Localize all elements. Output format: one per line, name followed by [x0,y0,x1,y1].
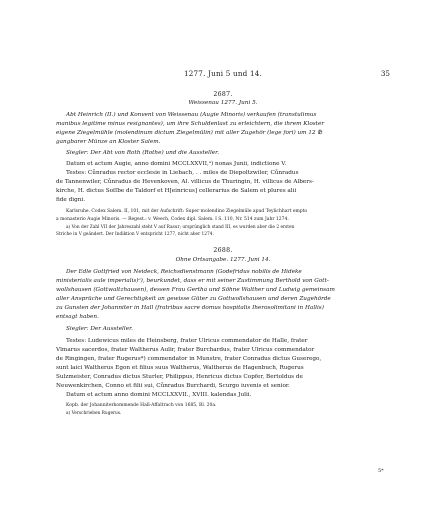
doc-body-line: Datum et actum anno domini MCCLXXVII., XVIII. kalendas Julii. [66,392,252,398]
doc-body-line: Sulzmeister, Conradus dictus Sturler, Philippus, Henricus dictus Copfer, Bertoldus de [56,374,303,380]
doc-sealer: Siegler: Der Aussteller. [66,326,133,332]
doc-number-2687: 2687. [213,91,233,98]
doc-body-line: de Ringingen, frater Rugerus*) commendator in Munstre, frater Conradus dictus Guserego, [56,356,322,362]
doc-source-line: Kopb. der Johanniterkommende Hall-Affaltrach von 1685, Bl. 20a. [66,403,217,408]
doc-source-line: Karlsruhe. Codex Salem. II, 101, mit der Aufschrift: Super molendino Ziegelmüle apud Teylichhart empto [66,209,308,214]
doc-body-line: Vlmarus sacerdos, frater Waltherus Aulir, frater Burchardus, frater Ulricus commendator [56,347,315,353]
doc-body-line: Testes: Cůnradus rector ecclesie in Liebach, . . miles de Diepoltzwiler, Cůnradus [66,170,299,176]
signature-mark: 5* [378,468,384,474]
doc-body-line: Datum et actum Augie, anno domini MCCLXXVII,ᵃ) nonas Junii, indictione V. [66,161,287,167]
doc-body-line: Testes: Ludewicus miles de Heinsberg, frater Ulricus commendator de Halle, frater [66,338,308,344]
doc-body-line: sunt laici Waltherus Egon et filius suus Waltherus, Waltherus de Hagenbuch, Rugerus [56,365,304,371]
doc-summary-line: aller Ansprüche und Gerechtigkeit an gewisse Güter zu Gottwollshausen und deren Zugehörde [56,296,331,302]
doc-body-line: Neuwenkirchen, Conno et filii sui, Cůnradus Burchardi, Scurgo iuvenis et senior. [56,383,290,389]
page-number: 35 [380,69,390,78]
doc-body-line: de Tannenwiler, Cůnradus de Hevenkoven, Al. villicus de Thuringin, H. villicus de Albers- [56,179,314,185]
doc-summary-line: eigene Ziegelmühle (molendinum dictum Ziegelmülin) mit aller Zugehör (lege fori) um 12 ℔ [56,130,323,136]
doc-source-line: a monasterio Augie Minoris. — Regest.: v. Weech, Codex dipl. Salem. I S. 110, Nr. 514 zum Jahr 1274. [56,217,289,222]
doc-summary-line: zu Gunsten der Johanniter in Hall (fratribus sacre domus hospitalis Iherosolimitani in Hallis) [56,305,324,311]
doc-place-date-2688: Ohne Ortsangabe. 1277. Juni 14. [175,257,271,263]
doc-summary-line: manibus legitime minus resignantes), um ihre Schuldenlast zu erleichtern, die ihrem Kloster [56,121,325,127]
doc-body-line: fide digni. [56,197,85,203]
doc-place-date-2687: Weissenau 1277. Juni 5. [188,100,258,106]
footnote-line: a) Verschrieben Rugerus. [66,411,122,416]
footnote-line: a) Von der Zahl VII der Jahreszahl steht V auf Rasur; ursprünglich stand III, es wurden aber die 2 ersten [66,225,295,230]
doc-summary-line: gangbarer Münze an Kloster Salem. [56,139,161,145]
doc-sealer: Siegler: Der Abt von Roth (Rothe) und die Aussteller. [66,150,220,156]
doc-number-2688: 2688. [213,247,233,254]
running-head: 1277. Juni 5 und 14. [183,69,263,78]
page-header [56,69,390,79]
doc-summary-line: Abt Heinrich (II.) und Konvent von Weissenau (Augie Minoris) verkaufen (transtulimus [66,112,317,118]
doc-summary-line: entsagt haben. [56,314,99,320]
doc-summary-line: Der Edle Gottfried von Neideck, Reichsdienstmann (Godefridus nobilis de Hideke [66,269,302,275]
doc-summary-line: wollshausen (Gottwaltzhausen), dessen Frau Gertha und Söhne Walther und Ludwig gemeinsam [56,287,335,293]
footnote-line: Striche in V geändert. Der Indiktion V entspricht 1277, nicht aber 1274. [56,232,214,237]
doc-summary-line: ministerialis aule imperialis)ᵃ), beurkundet, dass er mit seiner Zustimmung Berthold von Gott- [56,278,329,284]
doc-body-line: kirche, H. dictus Soſſbe de Taldorf et H[einricus] cellerarius de Salem et plures alii [56,188,297,194]
